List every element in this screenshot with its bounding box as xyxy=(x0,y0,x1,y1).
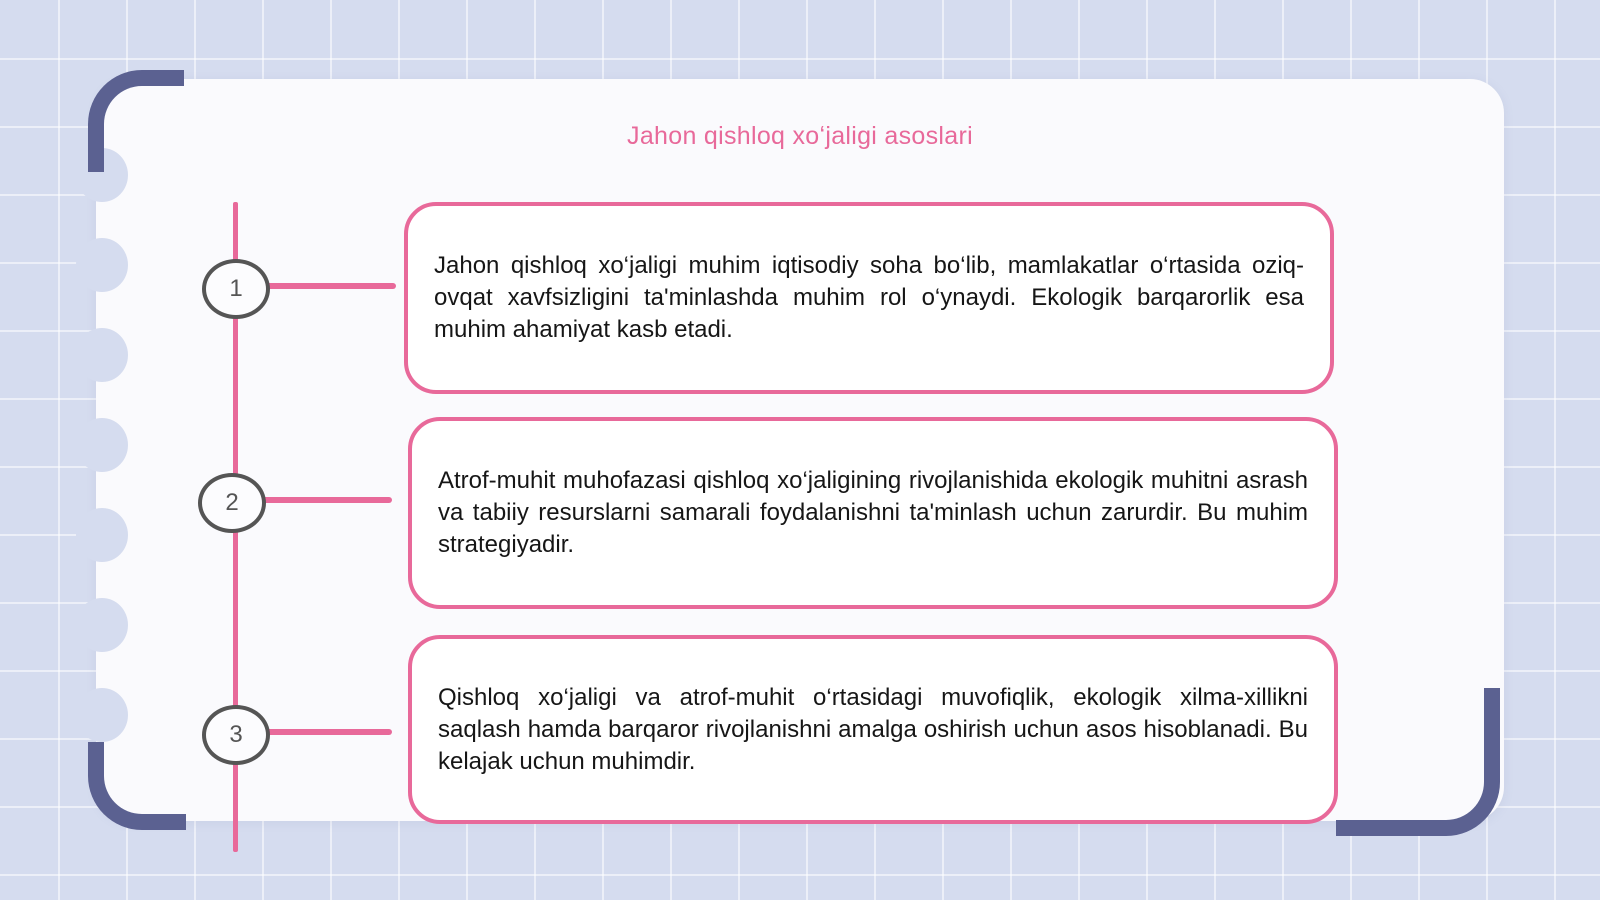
step-2-number: 2 xyxy=(198,473,266,533)
step-3-number: 3 xyxy=(202,705,270,765)
sheet-scallop xyxy=(76,238,128,292)
frame-corner-bottom-right xyxy=(1336,688,1500,836)
frame-corner-top-left xyxy=(88,70,184,172)
sheet-scallop xyxy=(76,328,128,382)
step-2-card xyxy=(408,417,1338,609)
step-1-text: Jahon qishloq xo‘jaligi muhim iqtisodiy soha bo‘lib, mamlakatlar o‘rtasida oziq-ovqat xavfsizligini ta'minlashda muhim rol o‘ynaydi. Ekologik barqarorlik esa muhim ahamiyat kasb etadi. xyxy=(434,252,1304,343)
sheet-scallop xyxy=(76,598,128,652)
step-1-card xyxy=(404,202,1334,394)
step-2-text: Atrof-muhit muhofazasi qishloq xo‘jaligining rivojlanishida ekologik muhitni asrash va tabiiy resurslarni samarali foydalanishni ta'minlash uchun zarurdir. Bu muhim strategiyadir. xyxy=(438,467,1308,558)
sheet-scallop xyxy=(76,688,128,742)
step-1-number: 1 xyxy=(202,259,270,319)
connector-1 xyxy=(262,283,396,289)
slide-title: Jahon qishloq xoʻjaligi asoslari xyxy=(627,122,973,150)
sheet-scallop xyxy=(76,418,128,472)
step-3-card xyxy=(408,635,1338,824)
frame-corner-bottom-left xyxy=(88,742,186,830)
connector-2 xyxy=(258,497,392,503)
sheet-scallop xyxy=(76,508,128,562)
connector-3 xyxy=(262,729,392,735)
step-3-text: Qishloq xo‘jaligi va atrof-muhit o‘rtasidagi muvofiqlik, ekologik xilma-xillikni saqlash hamda barqaror rivojlanishni amalga oshirish uchun asos hisoblanadi. Bu kelajak uchun muhimdir. xyxy=(438,683,1308,775)
